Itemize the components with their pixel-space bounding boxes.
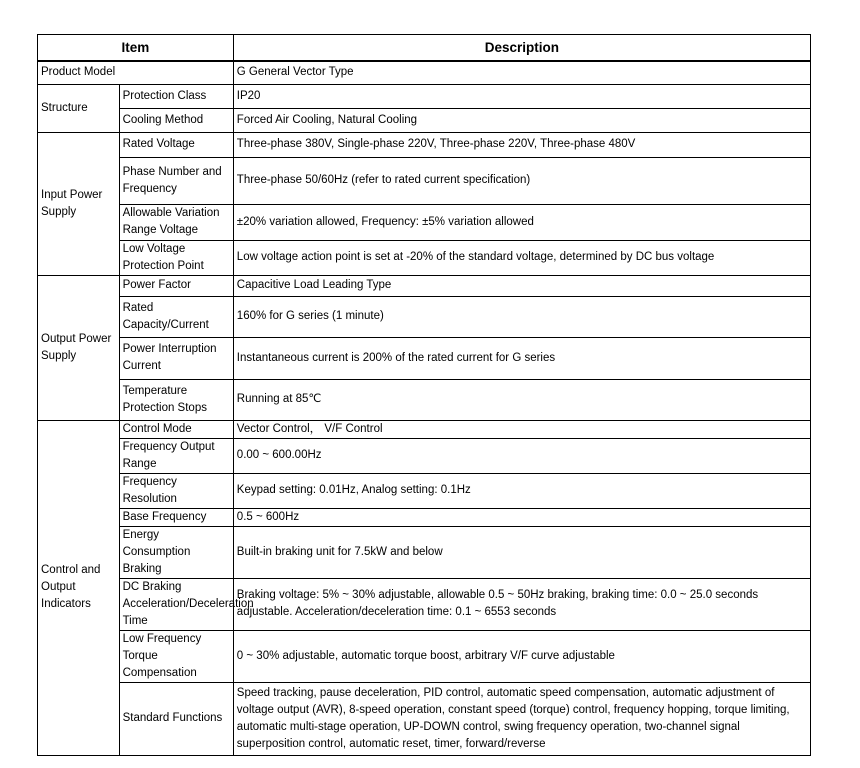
row-label-rated-voltage: Rated Voltage	[119, 132, 233, 157]
table-row	[38, 275, 811, 296]
row-label-dc-braking: DC Braking Acceleration/Deceleration Time	[119, 578, 233, 630]
table-row	[38, 379, 811, 420]
row-value-product-model: G General Vector Type	[233, 61, 810, 84]
row-value-power-interruption: Instantaneous current is 200% of the rated current for G series	[233, 337, 810, 379]
row-label-energy-braking: Energy Consumption Braking	[119, 526, 233, 578]
table-row	[38, 108, 811, 132]
row-value-control-mode: Vector Control， V/F Control	[233, 420, 810, 438]
row-label-base-frequency: Base Frequency	[119, 508, 233, 526]
table-row	[38, 240, 811, 275]
row-value-frequency-resolution: Keypad setting: 0.01Hz, Analog setting: 0.1Hz	[233, 473, 810, 508]
row-value-low-frequency-torque: 0 ~ 30% adjustable, automatic torque boost, arbitrary V/F curve adjustable	[233, 630, 810, 682]
row-value-low-voltage: Low voltage action point is set at -20% of the standard voltage, determined by DC bus voltage	[233, 240, 810, 275]
table-row	[38, 296, 811, 337]
table-row	[38, 526, 811, 578]
header-item: Item	[38, 35, 234, 62]
table-row	[38, 204, 811, 240]
row-label-control-mode: Control Mode	[119, 420, 233, 438]
group-input-power-supply: Input Power Supply	[38, 132, 120, 275]
table-row	[38, 84, 811, 108]
table-row	[38, 682, 811, 755]
row-label-protection-class: Protection Class	[119, 84, 233, 108]
table-row	[38, 578, 811, 630]
row-value-power-factor: Capacitive Load Leading Type	[233, 275, 810, 296]
group-control-output-indicators: Control and Output Indicators	[38, 420, 120, 755]
table-row	[38, 157, 811, 204]
row-label-phase-number: Phase Number and Frequency	[119, 157, 233, 204]
row-label-low-voltage: Low Voltage Protection Point	[119, 240, 233, 275]
table-row	[38, 508, 811, 526]
row-label-cooling-method: Cooling Method	[119, 108, 233, 132]
row-label-product-model: Product Model	[38, 61, 234, 84]
group-structure: Structure	[38, 84, 120, 132]
row-value-standard-functions: Speed tracking, pause deceleration, PID control, automatic speed compensation, automatic adjustment of voltage output (AVR), 8-speed operation, constant speed (torque) control, frequency hopping, torque limiting, automatic multi-stage operation, UP-DOWN control, swing frequency operation, two-channel signal superposition control, automatic reset, timer, forward/reverse	[233, 682, 810, 755]
row-label-rated-capacity: Rated Capacity/Current	[119, 296, 233, 337]
table-row	[38, 132, 811, 157]
row-value-energy-braking: Built-in braking unit for 7.5kW and below	[233, 526, 810, 578]
row-label-frequency-output-range: Frequency Output Range	[119, 438, 233, 473]
row-value-cooling-method: Forced Air Cooling, Natural Cooling	[233, 108, 810, 132]
row-label-temperature-protection: Temperature Protection Stops	[119, 379, 233, 420]
row-value-base-frequency: 0.5 ~ 600Hz	[233, 508, 810, 526]
row-value-rated-voltage: Three-phase 380V, Single-phase 220V, Three-phase 220V, Three-phase 480V	[233, 132, 810, 157]
group-output-power-supply: Output Power Supply	[38, 275, 120, 420]
row-value-rated-capacity: 160% for G series (1 minute)	[233, 296, 810, 337]
table-row	[38, 438, 811, 473]
table-row	[38, 337, 811, 379]
row-label-allowable-variation: Allowable Variation Range Voltage	[119, 204, 233, 240]
table-header-row	[38, 35, 811, 62]
header-description: Description	[233, 35, 810, 62]
row-label-power-interruption: Power Interruption Current	[119, 337, 233, 379]
row-label-low-frequency-torque: Low Frequency Torque Compensation	[119, 630, 233, 682]
row-value-allowable-variation: ±20% variation allowed, Frequency: ±5% variation allowed	[233, 204, 810, 240]
row-value-phase-number: Three-phase 50/60Hz (refer to rated current specification)	[233, 157, 810, 204]
table-row	[38, 473, 811, 508]
specification-table	[37, 34, 811, 756]
row-value-protection-class: IP20	[233, 84, 810, 108]
row-label-standard-functions: Standard Functions	[119, 682, 233, 755]
row-value-frequency-output-range: 0.00 ~ 600.00Hz	[233, 438, 810, 473]
table-row	[38, 420, 811, 438]
table-row	[38, 630, 811, 682]
row-value-temperature-protection: Running at 85℃	[233, 379, 810, 420]
table-row	[38, 61, 811, 84]
row-label-power-factor: Power Factor	[119, 275, 233, 296]
row-value-dc-braking: Braking voltage: 5% ~ 30% adjustable, allowable 0.5 ~ 50Hz braking, braking time: 0.0 ~ 25.0 seconds adjustable. Acceleration/deceleration time: 0.1 ~ 6553 seconds	[233, 578, 810, 630]
row-label-frequency-resolution: Frequency Resolution	[119, 473, 233, 508]
